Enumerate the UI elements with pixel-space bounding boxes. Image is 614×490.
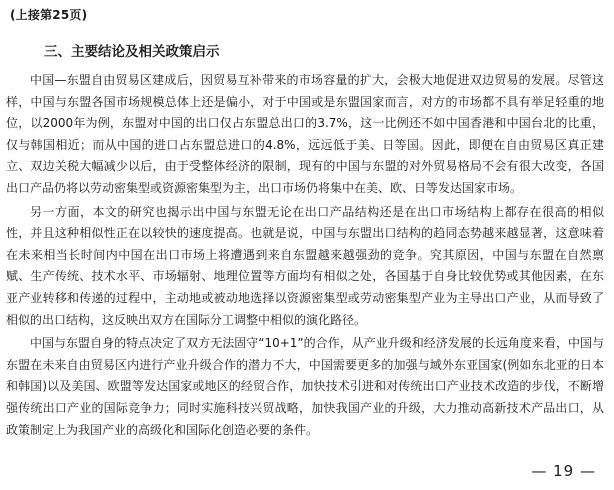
paragraph-2: 另一方面，本文的研究也揭示出中国与东盟无论在出口产品结构还是在出口市场结构上都存在很高的相似性，并且这种相似性正在以较快的速度提高。也就是说，中国与东盟出口结构的趋同态势越来越显著，这意味着在未来相当长时间内中国在出口市场上将遭遇到来自东盟越来越强劲的竞争。究其原因，中国与东盟在自然禀赋、生产传统、技术水平、市场辐射、地理位置等方面均有相似之处，各国基于自身比较优势或其他因素，在东亚产业转移和传递的过程中，主动地或被动地选择以资源密集型或劳动密集型产业为主导出口产业，从而导致了相似的出口结构，这反映出双方在国际分工调整中相似的演化路径。 [6,204,604,327]
section-heading: 三、主要结论及相关政策启示 [44,44,220,60]
paragraph-3: 中国与东盟自身的特点决定了双方无法固守“10+1”的合作，从产业升级和经济发展的长远角度来看，中国与东盟在未来自由贸易区内进行产业升级合作的潜力不大，中国需要更多的加强与域外东亚国家(例如东北亚的日本和韩国)以及美国、欧盟等发达国家或地区的经贸合作，加快技术引进和对传统出口产业技术改造的步伐，不断增强传统出口产业的国际竞争力；同时实施科技兴贸战略，加快我国产业的升级，大力推动高新技术产品出口，从政策制定上为我国产业的高级化和国际化创造必要的条件。 [6,336,604,437]
body-text [6,70,604,441]
page-number: — 19 — [531,462,596,480]
paragraph-1: 中国—东盟自由贸易区建成后，因贸易互补带来的市场容量的扩大，会极大地促进双边贸易的发展。尽管这样，中国与东盟各国市场规模总体上还是偏小，对于中国或是东盟国家而言，对方的市场都不具有举足轻重的地位，以2000年为例，东盟对中国的出口仅占东盟总出口的3.7%，这一比例还不如中国香港和中国台北的比重，仅与韩国相近；而从中国的进口占东盟总进口的4.8%，远远低于美、日等国。因此，即便在自由贸易区真正建立、双边关税大幅减少以后，由于受整体经济的限制，现有的中国与东盟的对外贸易格局不会有很大改变，各国出口产品仍将以劳动密集型或资源密集型为主，出口市场仍将集中在美、欧、日等发达国家市场。 [6,73,604,195]
continued-note: (上接第25页) [10,8,88,22]
